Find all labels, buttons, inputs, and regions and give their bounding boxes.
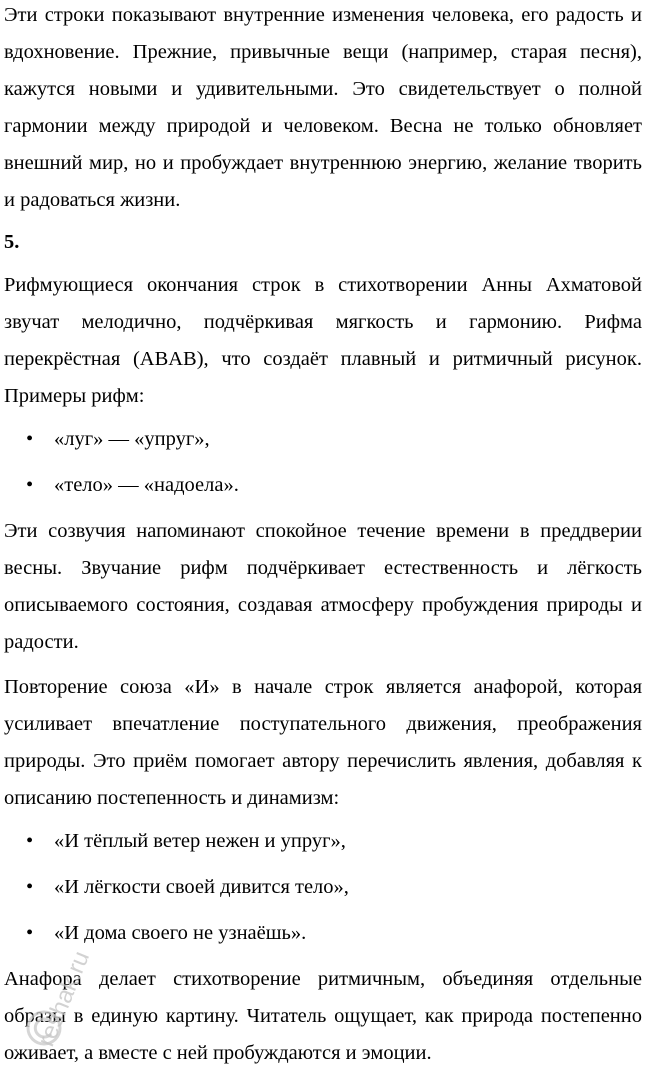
document-page — [4, 0, 642, 1072]
paragraph-4: Повторение союза «И» в начале строк является анафорой, которая усиливает впечатление поступательного движения, преображения природы. Это приём помогает автору перечислить явления, добавляя к описанию постепенность и динамизм: — [4, 676, 642, 809]
list-item — [4, 823, 642, 860]
bullet-icon: • — [26, 474, 34, 496]
rhyme-list — [4, 421, 642, 504]
bullet-icon: • — [26, 876, 34, 898]
list-item — [4, 467, 642, 504]
list-item — [4, 915, 642, 952]
bullet-icon: • — [26, 830, 34, 852]
list-item-text: «тело» — «надоела». — [54, 474, 239, 496]
list-item-text: «И лёгкости своей дивится тело», — [54, 876, 349, 898]
bullet-icon: • — [26, 428, 34, 450]
list-item — [4, 869, 642, 906]
paragraph-3: Эти созвучия напоминают спокойное течение времени в преддверии весны. Звучание рифм подчёркивает естественность и лёгкость описываемого состояния, создавая атмосферу пробуждения природы и радости. — [4, 520, 642, 653]
paragraph-2: Рифмующиеся окончания строк в стихотворении Анны Ахматовой звучат мелодично, подчёркивая мягкость и гармонию. Рифма перекрёстная (ABAB), что создаёт плавный и ритмичный рисунок. Примеры рифм: — [4, 274, 642, 407]
section-heading-5: 5. — [4, 231, 20, 253]
list-item — [4, 421, 642, 458]
paragraph-1: Эти строки показывают внутренние изменения человека, его радость и вдохновение. Прежние, привычные вещи (например, старая песня), кажутся новыми и удивительными. Это свидетельствует о полной гармонии между природой и человеком. Весна не только обновляет внешний мир, но и пробуждает внутреннюю энергию, желание творить и радоваться жизни. — [4, 4, 642, 211]
list-item-text: «луг» — «упруг», — [54, 428, 210, 450]
bullet-icon: • — [26, 922, 34, 944]
anaphora-list — [4, 823, 642, 952]
list-item-text: «И тёплый ветер нежен и упруг», — [54, 830, 346, 852]
paragraph-5: Анафора делает стихотворение ритмичным, объединяя отдельные образы в единую картину. Читатель ощущает, как природа постепенно оживает, а вместе с ней пробуждаются и эмоции. — [4, 968, 642, 1064]
list-item-text: «И дома своего не узнаёшь». — [54, 922, 307, 944]
watermark-text: reshak.ru — [32, 947, 96, 1051]
